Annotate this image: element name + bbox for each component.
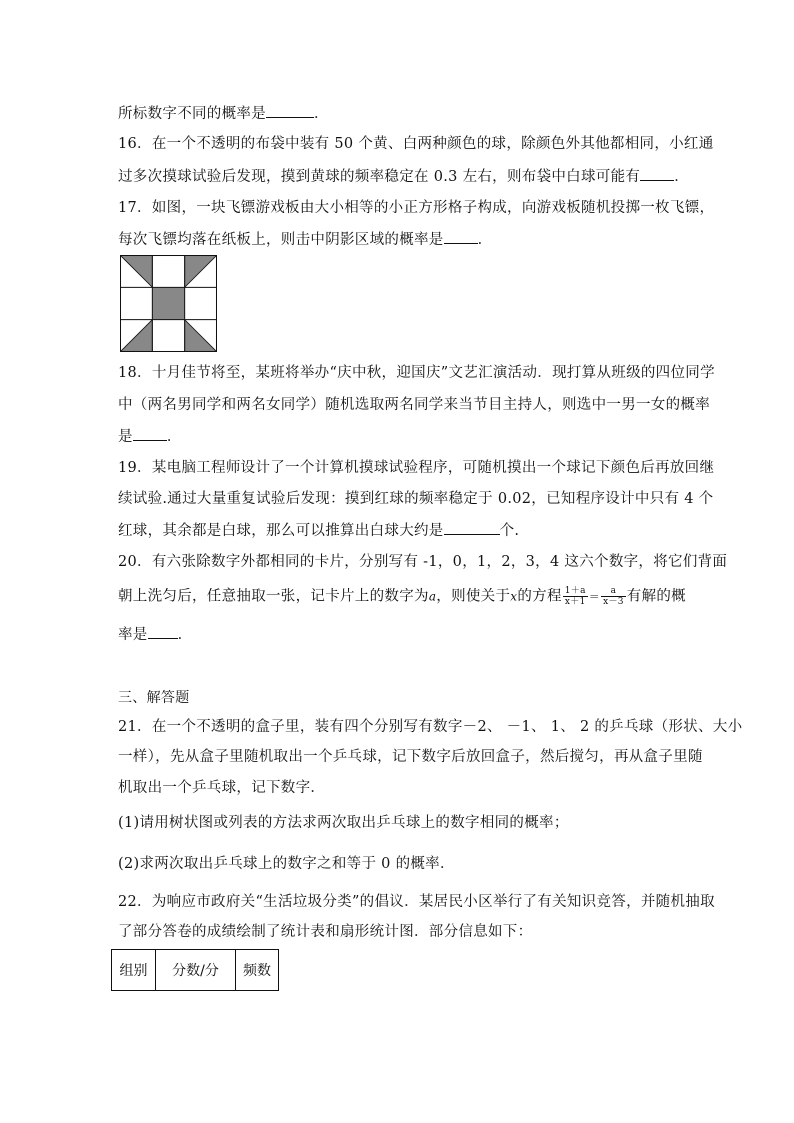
answer-blank — [266, 103, 314, 118]
answer-blank — [133, 426, 167, 441]
fraction-right — [601, 586, 626, 607]
text: ，则使关于 — [436, 588, 511, 605]
q21-line-3: 机取出一个乒乓球，记下数字． — [118, 780, 326, 796]
q18-line-1: 18．十月佳节将至，某班将举办“庆中秋，迎国庆”文艺汇演活动．现打算从班级的四位同学 — [118, 365, 715, 381]
denominator: x－3 — [603, 597, 624, 607]
text: 所标数字不同的概率是 — [118, 106, 266, 122]
q20-line-3 — [118, 624, 192, 645]
fraction-left — [563, 586, 588, 607]
q19-line-1: 19．某电脑工程师设计了一个计算机摸球试验程序，可随机摸出一个球记下颜色后再放回继 — [118, 460, 715, 476]
q21-line-2: 一样），先从盒子里随机取出一个乒乓球，记下数字后放回盒子，然后搅匀，再从盒子里随 — [118, 749, 703, 765]
shaded-triangle — [185, 255, 217, 287]
numerator: a — [601, 586, 626, 597]
text: 是 — [118, 429, 133, 445]
answer-blank — [148, 624, 178, 639]
q16-line-1: 16．在一个不透明的布袋中装有 50 个黄、白两种颜色的球，除颜色外其他都相同，小红通 — [118, 136, 714, 152]
numerator: 1＋a — [564, 586, 586, 596]
q20-line-1: 20．有六张除数字外都相同的卡片，分别写有 -1，0，1，2，3，4 这六个数字，将它们背面 — [118, 554, 728, 570]
q17-line-2 — [118, 229, 492, 250]
text: 个. — [499, 523, 520, 539]
q21-line-1: 21．在一个不透明的盒子里，装有四个分别写有数字－2、 －1、 1、 2 的乒乓球（形状、大小 — [118, 719, 743, 735]
text: 红球，其余都是白球，那么可以推算出白球大约是 — [118, 523, 444, 539]
q16-line-2 — [118, 166, 689, 187]
q22-line-2: 了部分答卷的成绩绘制了统计表和扇形统计图．部分信息如下： — [118, 924, 533, 940]
shaded-triangle — [120, 320, 152, 352]
q22-line-1: 22．为响应市政府关“生活垃圾分类”的倡议．某居民小区举行了有关知识竞答，并随机抽取 — [118, 894, 715, 910]
dartboard-grid — [120, 255, 217, 352]
text: 的方程 — [517, 588, 562, 605]
text: ． — [477, 232, 493, 248]
text: 过多次摸球试验后发现，摸到黄球的频率稳定在 0.3 左右，则布袋中白球可能有 — [118, 169, 641, 185]
variable-x: x — [510, 589, 518, 604]
denominator: x＋1 — [564, 597, 586, 607]
q19-line-2: 续试验.通过大量重复试验后发现：摸到红球的频率稳定于 0.02，已知程序设计中只有 4 个 — [118, 491, 714, 507]
text: 有解的概 — [626, 588, 686, 605]
q18-line-3 — [118, 426, 182, 447]
answer-blank — [640, 166, 674, 181]
q21-part-1: (1)请用树状图或列表的方法求两次取出乒乓球上的数字相同的概率； — [118, 815, 569, 831]
text: ． — [177, 627, 193, 643]
q15-continuation — [118, 103, 329, 124]
stats-table — [111, 949, 279, 991]
table-header-cell: 组别 — [112, 950, 156, 991]
text: ． — [674, 169, 689, 185]
shaded-center-square — [152, 287, 184, 319]
table-header-cell: 频数 — [236, 950, 279, 991]
shaded-triangle — [120, 255, 152, 287]
answer-blank — [444, 520, 500, 535]
text: ． — [166, 429, 182, 445]
equals-sign: ＝ — [588, 590, 601, 604]
answer-blank — [444, 229, 478, 244]
section-heading: 三、解答题 — [118, 690, 190, 706]
q21-part-2: (2)求两次取出乒乓球上的数字之和等于 0 的概率． — [118, 856, 455, 872]
text: ． — [314, 106, 329, 122]
q20-line-2 — [118, 586, 686, 608]
text: 朝上洗匀后，任意抽取一张，记卡片上的数字为 — [118, 588, 429, 605]
table-header-cell: 分数/分 — [156, 950, 236, 991]
q17-line-1: 17．如图，一块飞镖游戏板由大小相等的小正方形格子构成，向游戏板随机投掷一枚飞镖， — [118, 200, 715, 216]
text: 每次飞镖均落在纸板上，则击中阴影区域的概率是 — [118, 232, 444, 248]
table-header-row — [112, 950, 279, 991]
variable-a: a — [428, 589, 437, 604]
dartboard-figure — [120, 255, 217, 352]
q18-line-2: 中（两名男同学和两名女同学）随机选取两名同学来当节目主持人，则选中一男一女的概率 — [118, 397, 710, 413]
text: 率是 — [118, 627, 148, 643]
q19-line-3 — [118, 520, 519, 541]
shaded-triangle — [185, 320, 217, 352]
